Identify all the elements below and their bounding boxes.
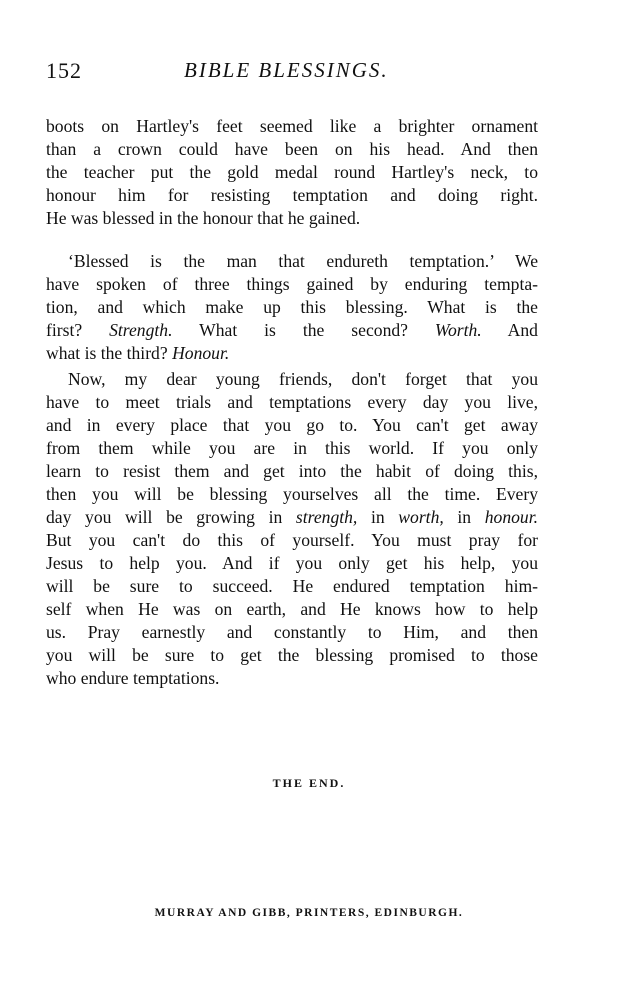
running-title: BIBLE BLESSINGS. [184,58,389,82]
page-number: 152 [46,58,82,83]
text-line: honour him for resisting temptation and doing right. [46,185,538,205]
text-line: us. Pray earnestly and constantly to Him, and then [46,622,538,642]
text-line: and in every place that you go to. You can't get away [46,415,538,435]
text-line: first? Strength. What is the second? Worth. And [46,320,538,340]
text-line: Now, my dear young friends, don't forget that you [68,369,538,389]
text-line: ‘Blessed is the man that endureth temptation.’ We [68,251,538,271]
text-line: who endure temptations. [46,668,220,688]
text-line: will be sure to succeed. He endured temptation him- [46,576,538,596]
text-line: day you will be growing in strength, in worth, in honour. [46,507,539,527]
text-line: But you can't do this of yourself. You must pray for [46,530,538,550]
the-end-mark: THE END. [272,776,346,790]
text-line: the teacher put the gold medal round Hartley's neck, to [46,162,538,182]
paragraph-3 [46,368,538,690]
text-line: Jesus to help you. And if you only get his help, you [46,553,538,573]
text-line: then you will be blessing yourselves all the time. Every [46,484,538,504]
page-header [46,58,556,88]
text-line: He was blessed in the honour that he gained. [46,208,361,228]
text-line: than a crown could have been on his head. And then [46,139,538,159]
text-line: from them while you are in this world. If you only [46,438,538,458]
text-line: tion, and which make up this blessing. What is the [46,297,538,317]
text-line: self when He was on earth, and He knows how to help [46,599,538,619]
printer-imprint: MURRAY AND GIBB, PRINTERS, EDINBURGH. [154,907,464,919]
text-line: you will be sure to get the blessing promised to those [46,645,538,665]
text-line: what is the third? Honour. [46,343,230,363]
text-line: learn to resist them and get into the habit of doing this, [46,461,538,481]
paragraph-1 [46,115,538,230]
text-line: have to meet trials and temptations every day you live, [46,392,538,412]
paragraph-2 [46,250,538,365]
text-line: boots on Hartley's feet seemed like a brighter ornament [46,116,538,136]
text-line: have spoken of three things gained by enduring tempta- [46,274,538,294]
